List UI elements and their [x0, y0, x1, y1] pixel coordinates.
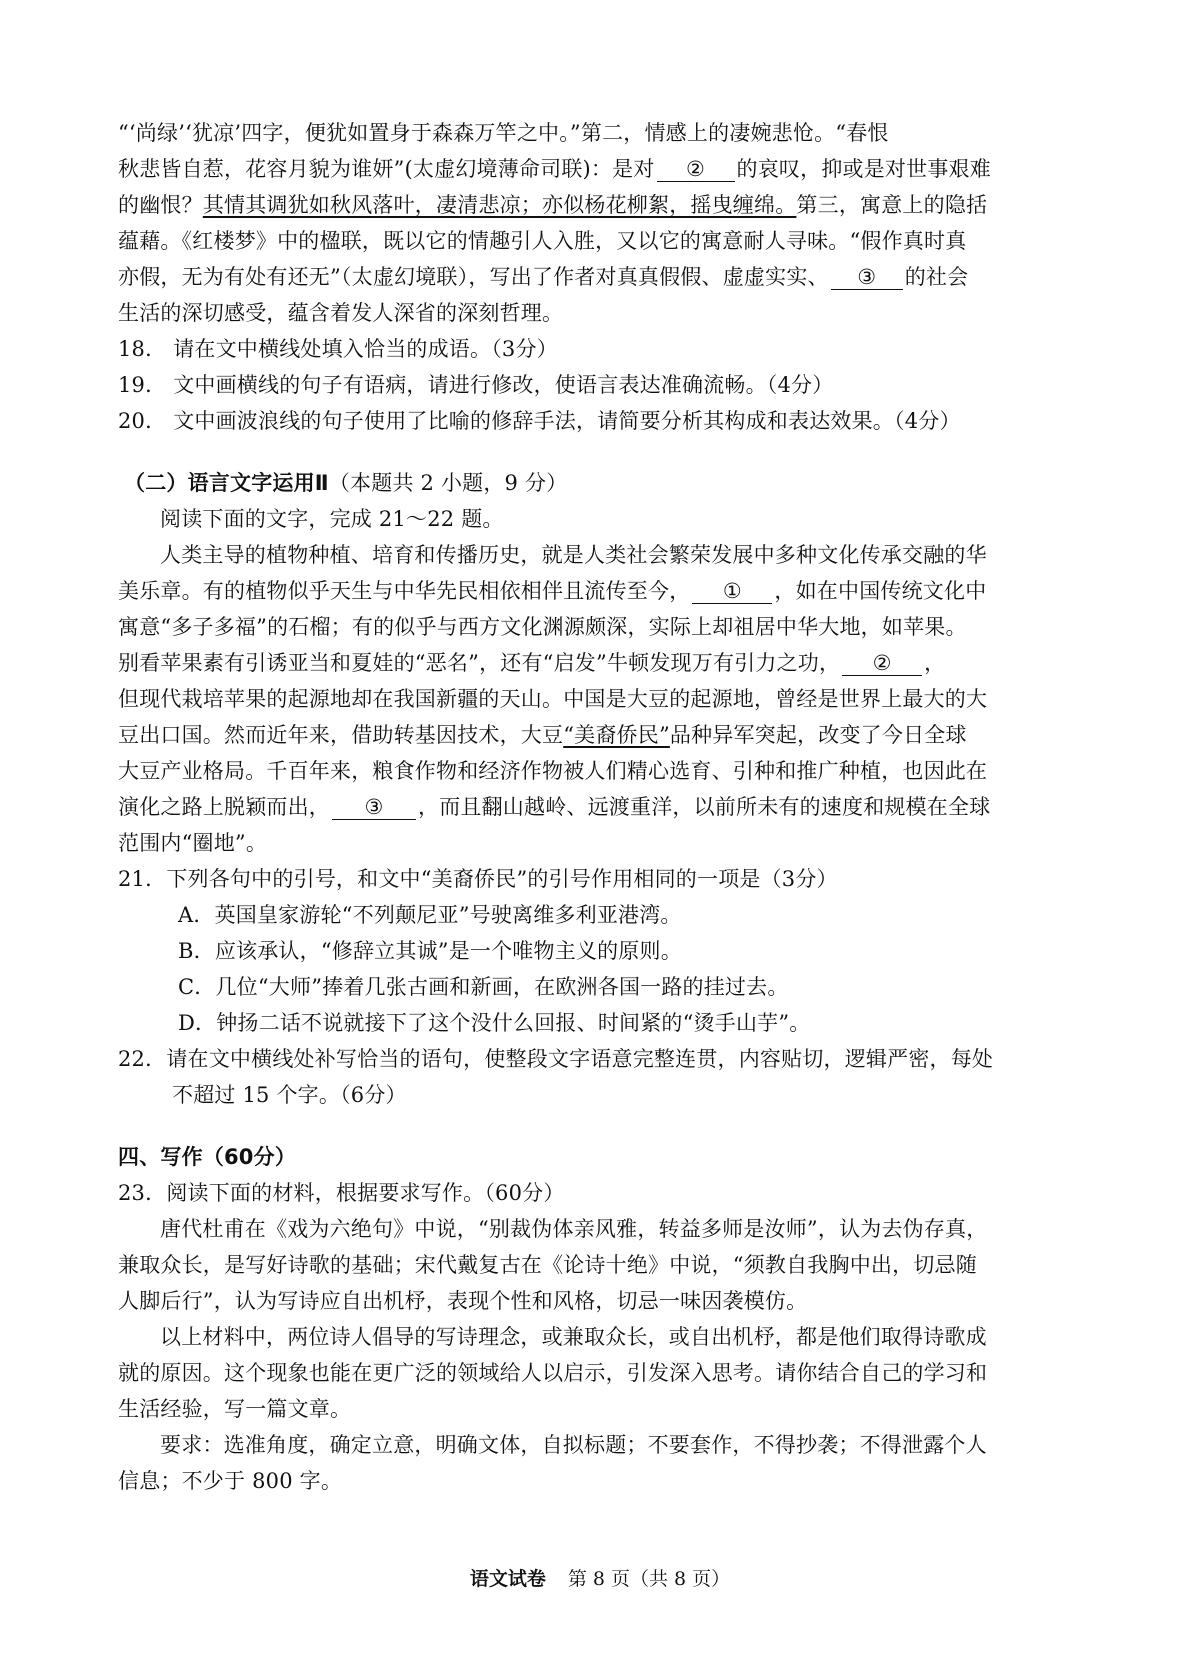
para2-line-9: 范围内“圈地”。 [118, 831, 268, 855]
text: 品种异军突起，改变了今日全球 [669, 723, 967, 747]
requirement-line-2: 信息；不少于 800 字。 [118, 1469, 343, 1493]
material-line-1: 唐代杜甫在《戏为六绝句》中说，“别裁伪体亲风雅，转益多师是汝师”，认为去伪存真， [160, 1217, 988, 1241]
text: 秋悲皆自惹，花容月貌为谁妍”(太虚幻境薄命司联)：是对 [118, 157, 655, 181]
text: 别看苹果素有引诱亚当和夏娃的“恶名”，还有“启发”牛顿发现万有引力之功， [118, 651, 841, 675]
para2-line-2 [118, 576, 1078, 606]
material-line-3: 人脚后行”，认为写诗应自出机杼，表现个性和风格，切忌一味因袭模仿。 [118, 1289, 808, 1313]
blank-3: ③ [332, 795, 416, 820]
page-number: 第 8 页（共 8 页） [567, 1568, 731, 1590]
option-b: B．应该承认，“修辞立其诚”是一个唯物主义的原则。 [178, 939, 682, 963]
question-21: 21．下列各句中的引号，和文中“美裔侨民”的引号作用相同的一项是（3分） [118, 867, 838, 891]
text: “‘尚绿’‘犹凉’四字，便犹如置身于森森万竿之中。”第二，情感上的凄婉悲怆。“春恨 [118, 121, 889, 145]
para1-line-2 [118, 154, 1078, 184]
text: 的社会 [904, 265, 969, 289]
para1-line-5 [118, 262, 1078, 292]
option-a: A．英国皇家游轮“不列颠尼亚”号驶离维多利亚港湾。 [178, 903, 682, 927]
question-19: 19． 文中画横线的句子有语病，请进行修改，使语言表达准确流畅。（4分） [118, 373, 834, 397]
para2-line-3: 寓意“多子多福”的石榴；有的似乎与西方文化渊源颇深，实际上却祖居中华大地，如苹果。 [118, 615, 967, 639]
para1-line-4 [118, 226, 1078, 256]
text: 美乐章。有的植物似乎天生与中华先民相依相伴且流传至今， [118, 579, 691, 603]
text: 亦假，无为有处有还无”（太虚幻境联），写出了作者对真真假假、虚虚实实、 [118, 265, 829, 289]
option-d: D．钟扬二话不说就接下了这个没什么回报、时间紧的“烫手山芋”。 [178, 1011, 811, 1035]
question-20: 20． 文中画波浪线的句子使用了比喻的修辞手法，请简要分析其构成和表达效果。（4分） [118, 409, 961, 433]
page-footer [0, 1565, 1200, 1593]
para1-line-6 [118, 298, 1078, 328]
text: ，如在中国传统文化中 [774, 579, 987, 603]
para2-line-6 [118, 720, 1078, 750]
para2-line-5: 但现代栽培苹果的起源地却在我国新疆的天山。中国是大豆的起源地，曾经是世界上最大的大 [118, 687, 988, 711]
option-c: C．几位“大师”捧着几张古画和新画，在欧洲各国一路的挂过去。 [178, 975, 789, 999]
text: 演化之路上脱颖而出， [118, 795, 330, 819]
section-2-title [124, 468, 1084, 498]
quoted-term: “美裔侨民” [563, 723, 670, 747]
para2-line-8 [118, 792, 1078, 822]
para2-line-1: 人类主导的植物种植、培育和传播历史，就是人类社会繁荣发展中多种文化传承交融的华 [160, 543, 987, 567]
para1-line-1 [118, 118, 1078, 148]
para2-line-7: 大豆产业格局。千百年来，粮食作物和经济作物被人们精心选育、引种和推广种植，也因此在 [118, 759, 988, 783]
footer-subject: 语文试卷 [469, 1568, 546, 1590]
blank-2: ② [842, 651, 922, 676]
text: 第三，寓意上的隐括 [796, 193, 988, 217]
text: 的幽恨？ [118, 193, 203, 217]
prompt-line-1: 以上材料中，两位诗人倡导的写诗理念，或兼取众长，或自出机杼，都是他们取得诗歌成 [160, 1325, 987, 1349]
text: ，而且翻山越岭、远渡重洋，以前所未有的速度和规模在全球 [418, 795, 991, 819]
blank-1: ① [692, 579, 772, 604]
text: 的哀叹，抑或是对世事艰难 [736, 157, 991, 181]
text: ， [924, 651, 946, 675]
underlined-sentence: 其情其调犹如秋风落叶，凄清悲凉；亦似杨花柳絮，摇曳缠绵。 [202, 193, 797, 217]
prompt-line-3: 生活经验，写一篇文章。 [118, 1397, 352, 1421]
question-22-cont: 不超过 15 个字。（6分） [172, 1083, 407, 1107]
para1-line-3 [118, 190, 1078, 220]
blank-2: ② [657, 157, 735, 182]
question-22: 22．请在文中横线处补写恰当的语句，使整段文字语意完整连贯，内容贴切，逻辑严密，每处 [118, 1047, 994, 1071]
section-2-intro: 阅读下面的文字，完成 21～22 题。 [160, 507, 504, 531]
prompt-line-2: 就的原因。这个现象也能在更广泛的领域给人以启示，引发深入思考。请你结合自己的学习和 [118, 1361, 988, 1385]
text: 生活的深切感受，蕴含着发人深省的深刻哲理。 [118, 301, 564, 325]
text: 豆出口国。然而近年来，借助转基因技术，大豆 [118, 723, 564, 747]
para2-line-4 [118, 648, 1078, 678]
text: 蕴藉。《红楼梦》中的楹联，既以它的情趣引人入胜，又以它的寓意耐人寻味。“假作真时真 [118, 229, 967, 253]
question-18: 18． 请在文中横线处填入恰当的成语。（3分） [118, 337, 558, 361]
requirement-line-1: 要求：选准角度，确定立意，明确文体，自拟标题；不要套作，不得抄袭；不得泄露个人 [160, 1433, 987, 1457]
question-23: 23．阅读下面的材料，根据要求写作。（60分） [118, 1181, 565, 1205]
section-4-title: 四、写作（60分） [118, 1145, 297, 1169]
blank-3: ③ [831, 265, 903, 290]
material-line-2: 兼取众长，是写好诗歌的基础；宋代戴复古在《论诗十绝》中说，“须教自我胸中出，切忌随 [118, 1253, 977, 1277]
section-note: （本题共 2 小题，9 分） [328, 471, 568, 495]
section-heading: （二）语言文字运用Ⅱ [124, 471, 329, 495]
